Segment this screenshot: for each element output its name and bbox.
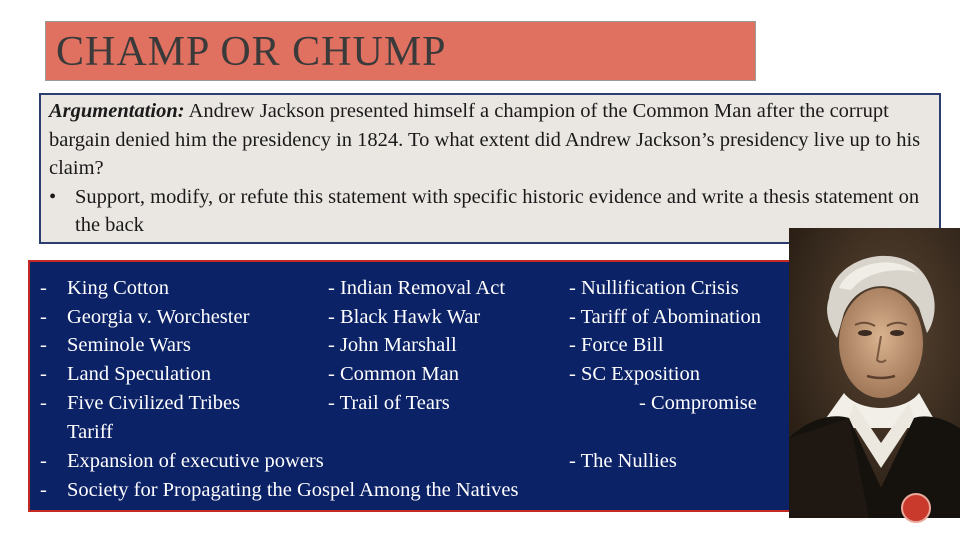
topic-item: Georgia v. Worchester <box>67 306 250 328</box>
topic-item: - Compromise <box>639 392 757 414</box>
dash-marker: - <box>40 277 47 299</box>
dash-marker: - <box>40 479 47 501</box>
dash-marker: - <box>40 392 47 414</box>
title-banner <box>45 21 756 81</box>
prompt-text: Andrew Jackson presented himself a champion of the Common Man after the corrupt bargain denied him the presidency in 1824. To what extent did Andrew Jackson’s presidency live up to his claim? <box>49 100 921 180</box>
topic-item: - John Marshall <box>328 334 457 356</box>
topic-item: - Common Man <box>328 363 459 385</box>
topics-box <box>28 260 809 512</box>
topic-item: Expansion of executive powers <box>67 450 324 472</box>
topic-item: - Trail of Tears <box>328 392 450 414</box>
prompt-paragraph <box>49 97 931 183</box>
topic-item: - The Nullies <box>569 450 677 472</box>
topic-item: Tariff <box>67 421 113 443</box>
topic-item: - Force Bill <box>569 334 664 356</box>
topic-item: - SC Exposition <box>569 363 700 385</box>
prompt-lead: Argumentation: <box>49 100 185 122</box>
andrew-jackson-portrait <box>789 228 960 518</box>
bullet-text: Support, modify, or refute this statement with specific historic evidence and write a thesis statement on the back <box>75 185 920 237</box>
prompt-box <box>39 93 941 244</box>
topic-item: - Black Hawk War <box>328 306 481 328</box>
topic-item: King Cotton <box>67 277 169 299</box>
dash-marker: - <box>40 450 47 472</box>
topic-item: Five Civilized Tribes <box>67 392 241 414</box>
topic-item: - Nullification Crisis <box>569 277 739 299</box>
portrait-illustration <box>789 228 960 518</box>
dash-marker: - <box>40 334 47 356</box>
topic-item: Society for Propagating the Gospel Among the Natives <box>67 479 519 501</box>
bullet-icon: • <box>49 185 57 208</box>
dash-marker: - <box>40 306 47 328</box>
page-badge <box>901 493 931 523</box>
topic-item: Seminole Wars <box>67 334 191 356</box>
topic-item: - Indian Removal Act <box>328 277 506 299</box>
topic-item: - Tariff of Abomination <box>569 306 761 328</box>
topic-item: Land Speculation <box>67 363 212 385</box>
slide-title: CHAMP OR CHUMP <box>56 29 447 75</box>
dash-marker: - <box>40 363 47 385</box>
